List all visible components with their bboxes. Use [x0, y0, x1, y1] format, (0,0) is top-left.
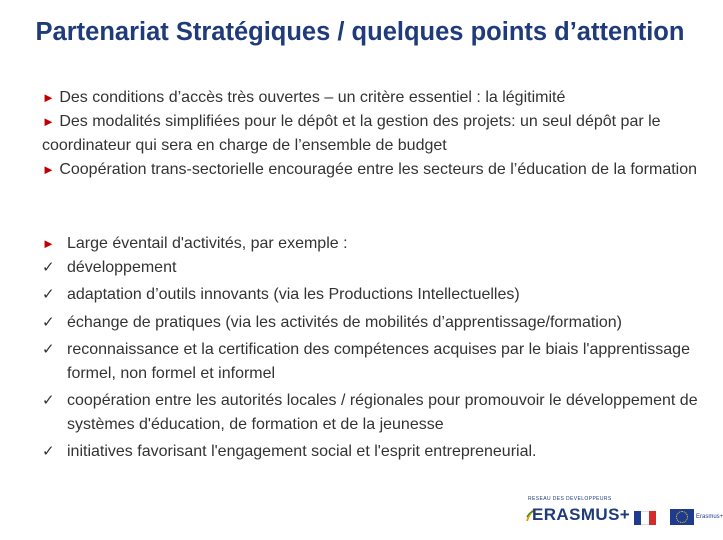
checkmark-icon: ✓ — [42, 392, 55, 409]
triangle-bullet-icon: ► — [42, 114, 55, 129]
footer-logos — [526, 494, 723, 536]
activities-header: Large éventail d'activités, par exemple : — [67, 235, 348, 252]
activity-item — [42, 283, 714, 307]
activity-text: coopération entre les autorités locales / régionales pour promouvoir le développement de systèmes d'éducation, de formation et de la jeunesse — [67, 392, 698, 433]
intro-bullet-text: Coopération trans-sectorielle encouragée entre les secteurs de l’éducation de la formation — [59, 161, 698, 178]
french-flag-icon — [634, 511, 656, 525]
eu-erasmus-label: Erasmus+ — [696, 514, 723, 520]
checkmark-icon: ✓ — [42, 286, 55, 303]
erasmus-logo: ERASMUS+ — [532, 505, 631, 524]
activity-text: adaptation d’outils innovants (via les Productions Intellectuelles) — [67, 286, 520, 303]
activity-item — [42, 311, 714, 335]
intro-bullet-3 — [42, 158, 706, 182]
checkmark-icon: ✓ — [42, 258, 55, 276]
triangle-bullet-icon: ► — [42, 90, 55, 105]
page-title: Partenariat Stratégiques / quelques points d’attention — [35, 18, 685, 46]
activity-text: échange de pratiques (via les activités de mobilités d’apprentissage/formation) — [67, 313, 622, 331]
intro-bullet-text: Des modalités simplifiées pour le dépôt et la gestion des projets: un seul dépôt par le coordinateur qui sera en charge de l’ensemble de budget — [42, 113, 661, 154]
checkmark-icon: ✓ — [42, 443, 55, 460]
activities-list — [42, 232, 714, 464]
activities-header-row — [42, 232, 714, 256]
checkmark-icon: ✓ — [42, 341, 55, 358]
triangle-bullet-icon: ► — [42, 236, 55, 251]
intro-bullet-1 — [42, 86, 706, 110]
activity-item — [42, 389, 714, 436]
activity-text: initiatives favorisant l'engagement social et l'esprit entrepreneurial. — [67, 443, 537, 460]
eu-flag-icon — [670, 509, 694, 525]
activity-item — [42, 256, 714, 280]
activity-item — [42, 338, 714, 385]
intro-bullet-2 — [42, 110, 706, 158]
activity-text: développement — [67, 258, 177, 276]
intro-bullet-list — [42, 86, 706, 182]
checkmark-icon: ✓ — [42, 313, 55, 331]
intro-bullet-text: Des conditions d’accès très ouvertes – un critère essentiel : la légitimité — [59, 89, 566, 106]
network-caption: RESEAU DES DEVELOPPEURS — [528, 496, 612, 502]
activity-text: reconnaissance et la certification des compétences acquises par le biais l'apprentissage formel, non formel et informel — [67, 341, 690, 382]
triangle-bullet-icon: ► — [42, 162, 55, 177]
activity-item — [42, 440, 714, 464]
